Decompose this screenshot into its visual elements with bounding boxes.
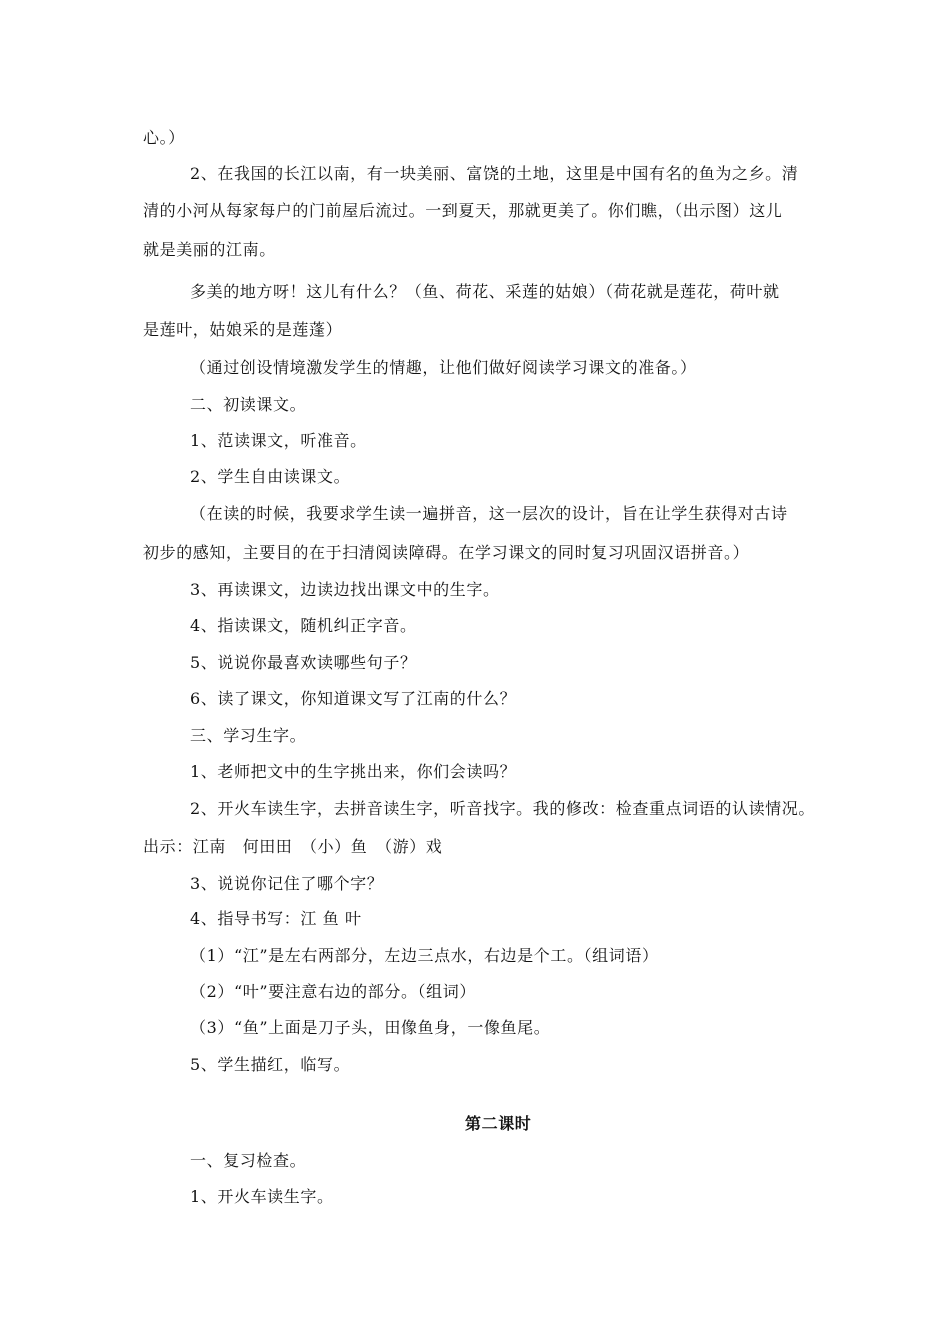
list-item: 2、学生自由读课文。 bbox=[190, 467, 351, 486]
list-item: 3、说说你记住了哪个字？ bbox=[190, 874, 384, 893]
sub-item: （1）“江”是左右两部分，左边三点水，右边是个工。（组词语） bbox=[190, 946, 659, 965]
list-item: 1、老师把文中的生字挑出来，你们会读吗？ bbox=[190, 762, 517, 781]
list-item: 1、范读课文，听准音。 bbox=[190, 431, 367, 450]
list-item: 6、读了课文，你知道课文写了江南的什么？ bbox=[190, 689, 517, 708]
list-item: 2、开火车读生字，去拼音读生字，听音找字。我的修改：检查重点词语的认读情况。 bbox=[190, 799, 815, 818]
text-line: 清的小河从每家每户的门前屋后流过。一到夏天，那就更美了。你们瞧，（出示图）这儿 bbox=[143, 201, 783, 220]
text-line: 是莲叶，姑娘采的是莲蓬） bbox=[143, 320, 343, 339]
list-item: 3、再读课文，边读边找出课文中的生字。 bbox=[190, 580, 500, 599]
text-line: 就是美丽的江南。 bbox=[143, 240, 276, 259]
note-line: （在读的时候，我要求学生读一遍拼音，这一层次的设计，旨在让学生获得对古诗 bbox=[190, 504, 788, 523]
list-item: 4、指导书写：江 鱼 叶 bbox=[190, 909, 362, 928]
list-item: 1、开火车读生字。 bbox=[190, 1187, 334, 1206]
sub-item: （2）“叶”要注意右边的部分。（组词） bbox=[190, 982, 476, 1001]
paragraph-line: 多美的地方呀！这儿有什么？（鱼、荷花、采莲的姑娘）（荷花就是莲花，荷叶就 bbox=[190, 282, 780, 301]
note-line: （通过创设情境激发学生的情趣，让他们做好阅读学习课文的准备。） bbox=[190, 358, 697, 377]
text-line: 初步的感知，主要目的在于扫清阅读障碍。在学习课文的同时复习巩固汉语拼音。） bbox=[143, 543, 750, 562]
section-heading: 二、初读课文。 bbox=[190, 395, 307, 414]
section-heading: 一、复习检查。 bbox=[190, 1151, 307, 1170]
list-item: 5、学生描红，临写。 bbox=[190, 1055, 351, 1074]
text-line: 心。） bbox=[143, 128, 185, 147]
section-heading: 三、学习生字。 bbox=[190, 726, 307, 745]
sub-item: （3）“鱼”上面是刀子头，田像鱼身，一像鱼尾。 bbox=[190, 1018, 551, 1037]
text-line: 出示：江南 何田田 （小）鱼 （游）戏 bbox=[143, 837, 443, 856]
list-item: 5、说说你最喜欢读哪些句子？ bbox=[190, 653, 417, 672]
paragraph-line: 2、在我国的长江以南，有一块美丽、富饶的土地，这里是中国有名的鱼为之乡。清 bbox=[190, 164, 799, 183]
list-item: 4、指读课文，随机纠正字音。 bbox=[190, 616, 417, 635]
section-title: 第二课时 bbox=[465, 1114, 532, 1133]
